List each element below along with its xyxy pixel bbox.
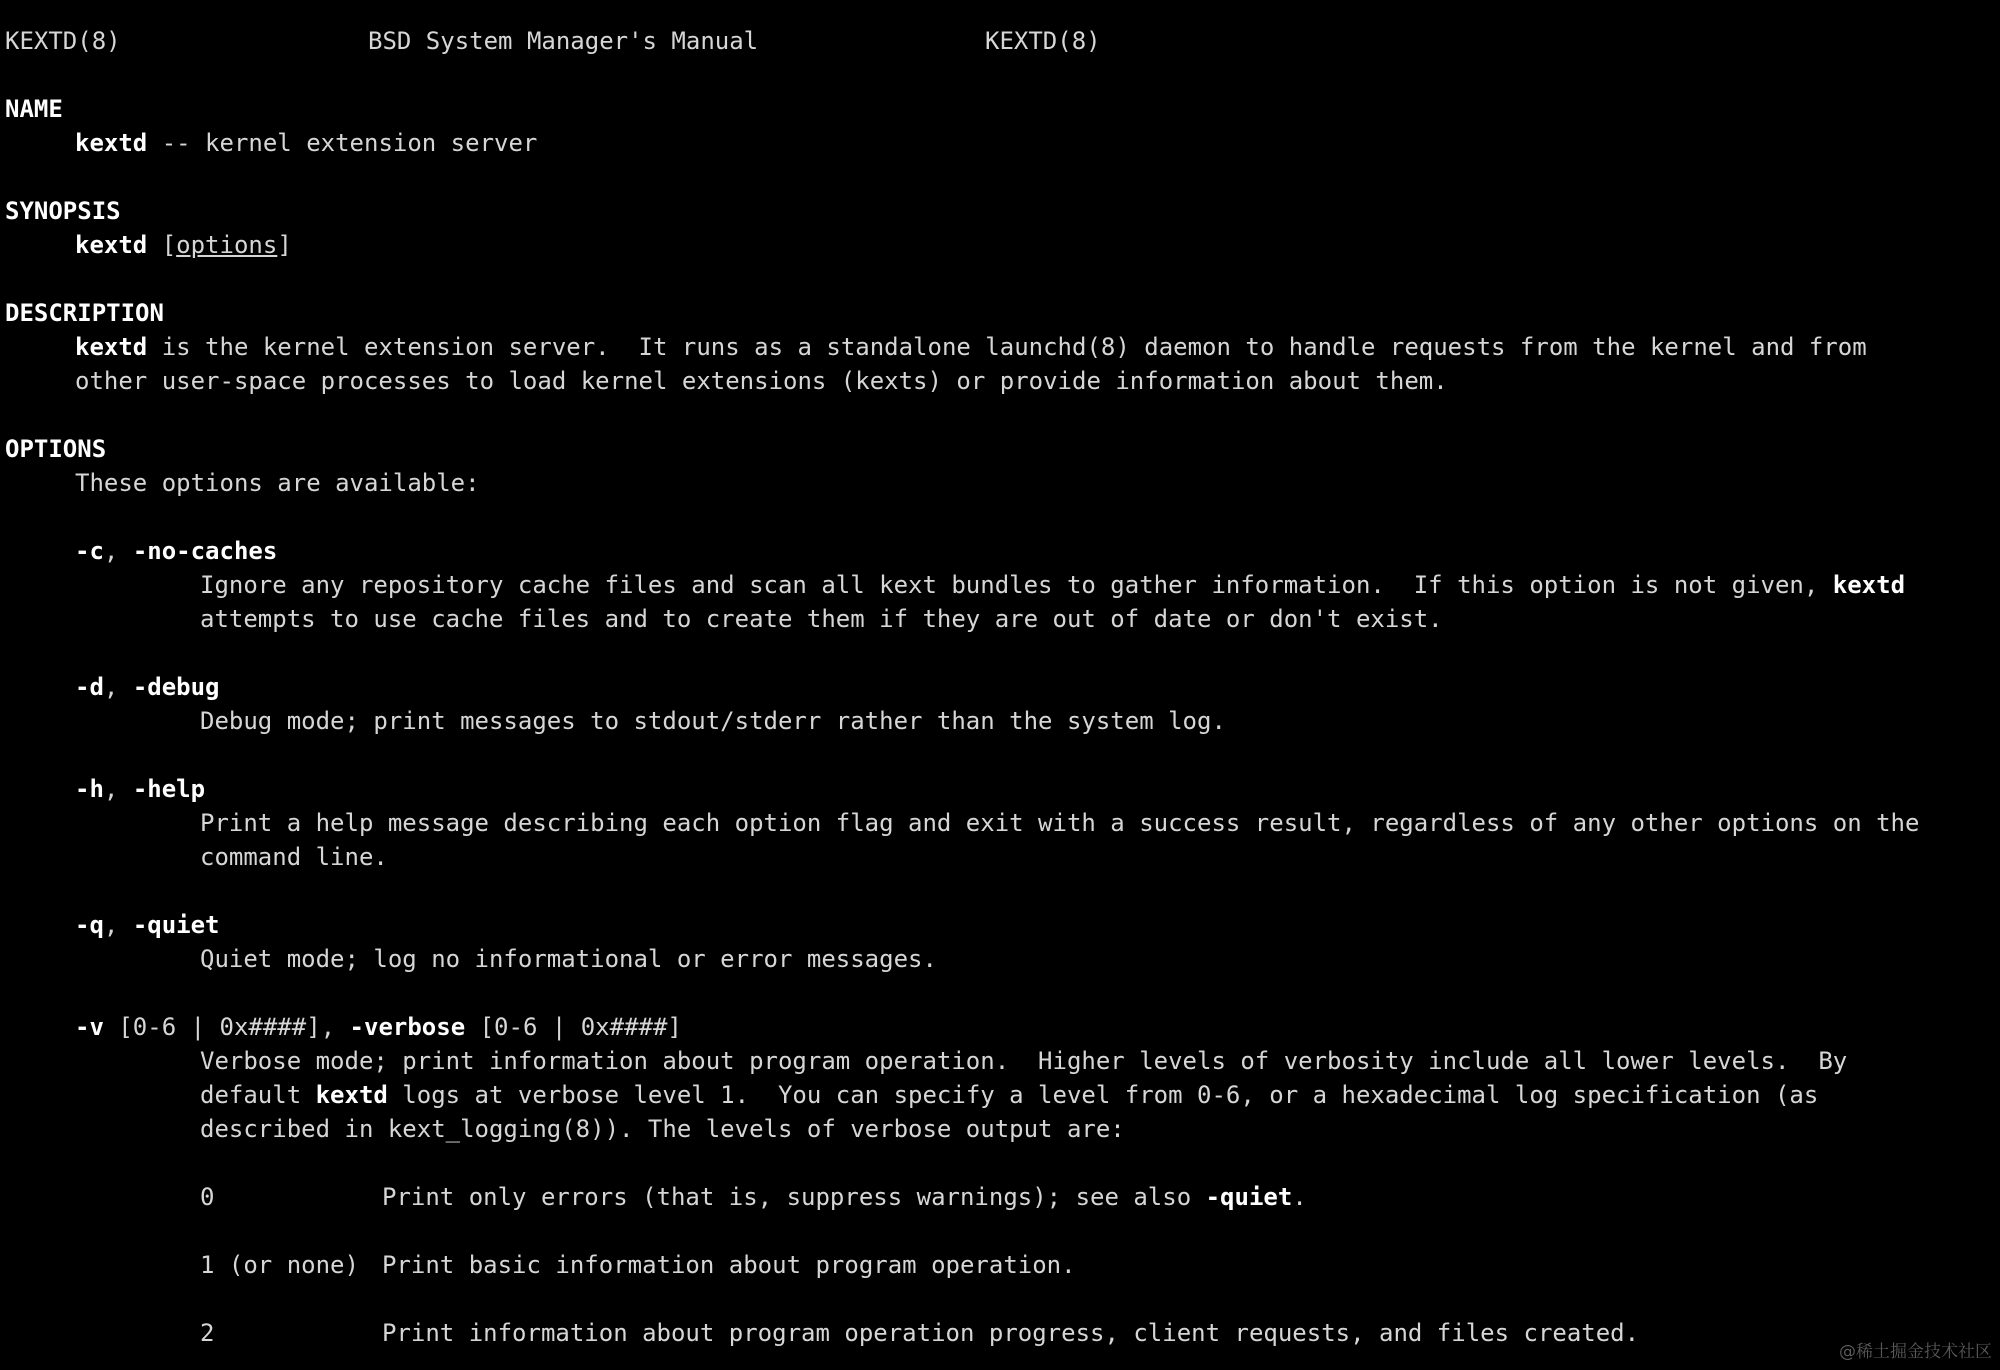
option-c-flags [75,534,277,568]
man-page-terminal [5,0,1995,1370]
option-v-desc-2-post: logs at verbose level 1. You can specify a level from 0-6, or a hexadecimal log specification (as [387,1081,1819,1109]
verbose-level-0-bold: -quiet [1205,1183,1293,1211]
synopsis-close-bracket: ] [277,231,292,259]
description-line-1 [75,330,1867,364]
description-text-1: is the kernel extension server. It runs as a standalone launchd(8) daemon to handle requests from the kernel and from [147,333,1867,361]
verbose-level-2-label: 2 [200,1319,215,1347]
description-command: kextd [75,333,148,361]
synopsis-command: kextd [75,231,148,259]
option-v-desc-3: described in kext_logging(8)). The levels of verbose output are: [200,1115,1125,1143]
watermark: @稀土掘金技术社区 [1839,1342,1992,1362]
option-h-flags [75,772,205,806]
options-intro: These options are available: [75,469,480,497]
option-h-desc-2: command line. [200,843,388,871]
section-heading-name: NAME [5,95,63,123]
verbose-level-1-label: 1 (or none) [200,1251,359,1279]
option-v-short-arg: [0-6 | 0x####], [103,1013,350,1041]
verbose-level-1-desc: Print basic information about program operation. [382,1251,1076,1279]
description-line-2: other user-space processes to load kernel extensions (kexts) or provide information about them. [75,367,1448,395]
option-c-desc-2: attempts to use cache files and to create them if they are out of date or don't exist. [200,605,1443,633]
option-d-sep: , [103,673,133,701]
section-heading-synopsis: SYNOPSIS [5,197,121,225]
synopsis-line [75,228,292,262]
option-q-flags [75,908,220,942]
option-v-desc-2-bold: kextd [315,1081,388,1109]
option-q-short: -q [75,911,104,939]
option-c-short: -c [75,537,104,565]
option-q-long: -quiet [132,911,220,939]
option-c-long: -no-caches [132,537,278,565]
option-c-desc-1-bold: kextd [1832,571,1906,599]
option-d-long: -debug [132,673,220,701]
option-h-long: -help [132,775,206,803]
section-heading-options: OPTIONS [5,435,107,463]
option-d-desc-1: Debug mode; print messages to stdout/stderr rather than the system log. [200,707,1226,735]
option-v-desc-1: Verbose mode; print information about program operation. Higher levels of verbosity include all lower levels. By [200,1047,1848,1075]
synopsis-arg: options [176,231,278,259]
option-c-desc-1 [200,568,1905,602]
option-c-desc-1-text: Ignore any repository cache files and scan all kext bundles to gather information. If this option is not given, [200,571,1833,599]
option-d-short: -d [75,673,104,701]
option-v-short: -v [75,1013,104,1041]
verbose-level-0-desc [382,1180,1307,1214]
option-v-desc-2-pre: default [200,1081,316,1109]
verbose-level-0-label: 0 [200,1183,215,1211]
option-v-desc-2 [200,1078,1818,1112]
option-v-flags [75,1010,682,1044]
verbose-level-2-desc: Print information about program operation progress, client requests, and files created. [382,1319,1640,1347]
option-q-sep: , [103,911,133,939]
option-c-sep: , [103,537,133,565]
man-header-left: KEXTD(8) [5,27,121,55]
name-description: -- kernel extension server [147,129,538,157]
option-v-long-arg: [0-6 | 0x####] [465,1013,682,1041]
verbose-level-0-post: . [1292,1183,1307,1211]
name-line [75,126,537,160]
section-heading-description: DESCRIPTION [5,299,164,327]
man-header-right: KEXTD(8) [985,27,1101,55]
option-q-desc-1: Quiet mode; log no informational or error messages. [200,945,937,973]
option-h-sep: , [103,775,133,803]
option-h-short: -h [75,775,104,803]
option-v-long: -verbose [349,1013,466,1041]
verbose-level-0-text: Print only errors (that is, suppress warnings); see also [382,1183,1206,1211]
name-command: kextd [75,129,148,157]
option-d-flags [75,670,220,704]
synopsis-open-bracket: [ [147,231,177,259]
option-h-desc-1: Print a help message describing each option flag and exit with a success result, regardless of any other options on the [200,809,1920,837]
man-header-center: BSD System Manager's Manual [368,27,759,55]
